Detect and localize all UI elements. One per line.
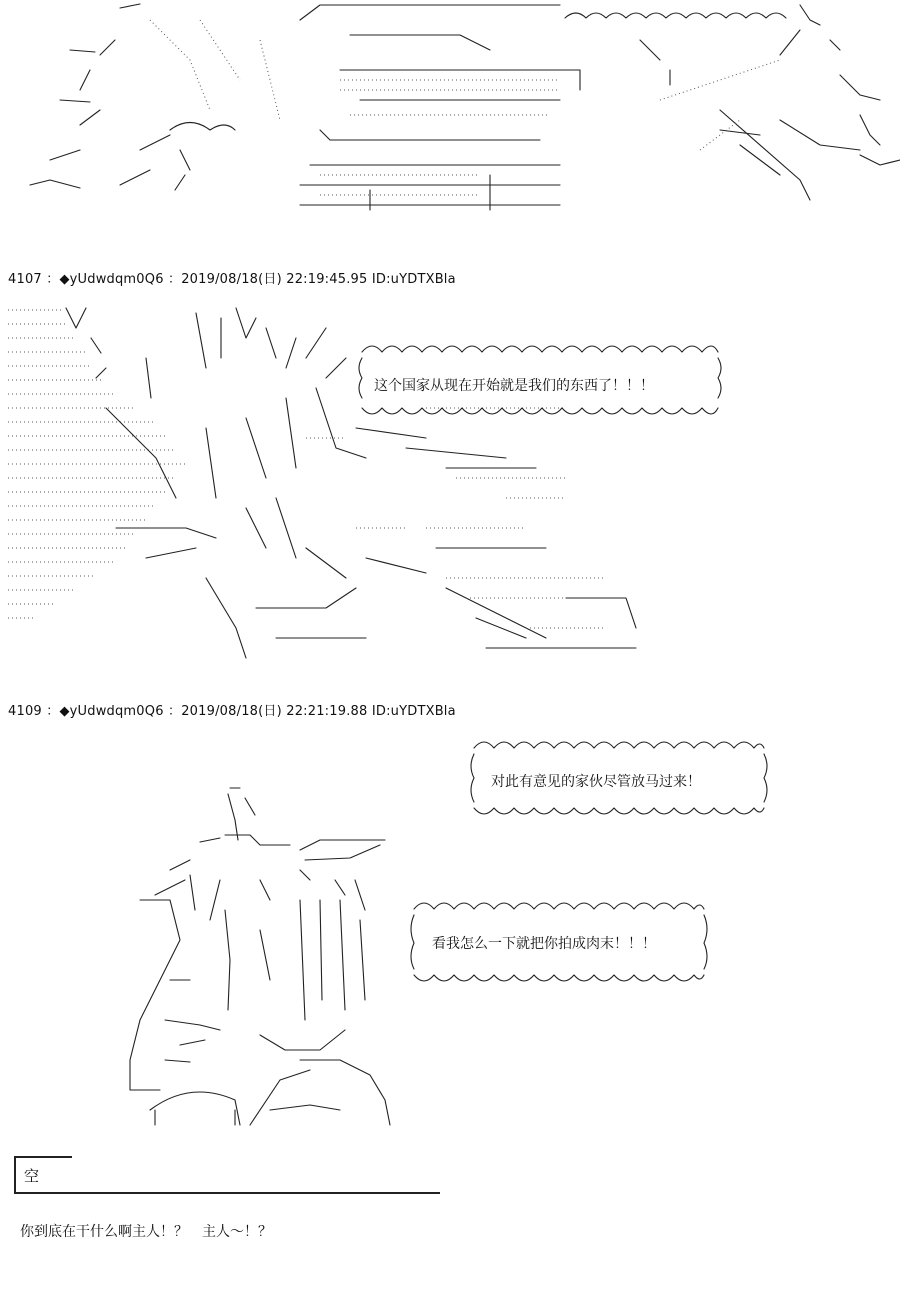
post-id: ID:uYDTXBla [371, 272, 456, 287]
speech-bubble-mince: 看我怎么一下就把你拍成肉末！！！ [432, 936, 656, 952]
post-separator: ： [46, 272, 60, 287]
post-timestamp: ：2019/08/18(日) 22:19:45.95 [168, 272, 368, 287]
name-box-left-border [14, 1156, 16, 1194]
speaker-name: 空 [24, 1167, 40, 1185]
ascii-art-robed-figure [110, 780, 400, 1130]
post-separator: ： [46, 704, 60, 719]
speaker-name-box [14, 1156, 440, 1194]
post-author: ◆yUdwdqm0Q6 [59, 704, 164, 719]
post-id: ID:uYDTXBla [371, 704, 456, 719]
speaker-dialogue: 你到底在干什么啊主人！？ 主人～！？ [20, 1224, 272, 1240]
name-box-bottom-border [14, 1192, 440, 1194]
post-author: ◆yUdwdqm0Q6 [59, 272, 164, 287]
post-number: 4107 [8, 272, 42, 287]
speech-bubble-objection: 对此有意见的家伙尽管放马过来！ [491, 774, 701, 790]
ascii-art-explosion [6, 298, 726, 668]
speech-bubble-country: 这个国家从现在开始就是我们的东西了！！！ [374, 378, 654, 394]
post-number: 4109 [8, 704, 42, 719]
name-box-top-border [14, 1156, 72, 1158]
post-timestamp: ：2019/08/18(日) 22:21:19.88 [168, 704, 368, 719]
post-header [8, 268, 456, 287]
post-header [8, 700, 456, 719]
ascii-art-ruins [20, 0, 900, 215]
